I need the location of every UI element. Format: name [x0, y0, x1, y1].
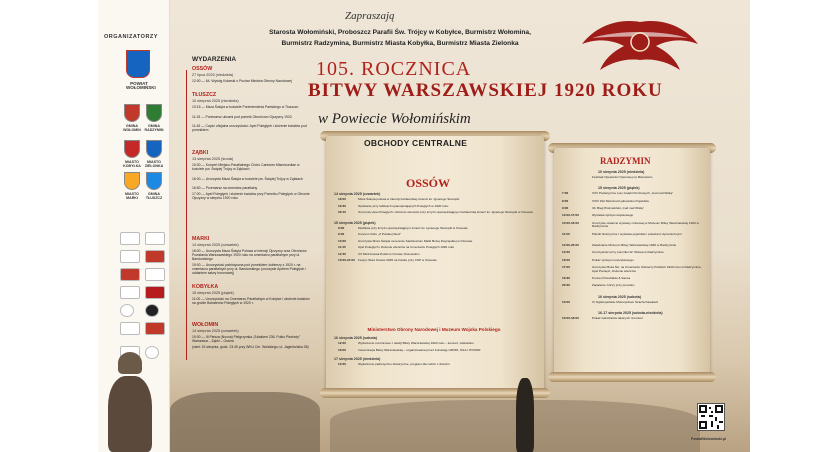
partner-logo — [145, 322, 165, 335]
crest-icon — [124, 172, 140, 190]
radzymin-item: Koncert Perebaldo & Sansa — [592, 276, 631, 280]
radzymin-time: 12:00-20:00 — [562, 242, 579, 247]
center-item: Apel Poległych i złożenie wieńców na Cmentarzu Poległych 1920 roku — [358, 245, 455, 249]
event-date: 13 sierpnia 2025 (środa) — [192, 157, 234, 161]
center-item: Uroczysty Apel Poległych i złożenie wieńców przy krzyżu upamiętniającym bohaterską śmierć ks. Ignacego Skorupki w Ossowie — [358, 210, 534, 214]
event-item: 11:15 — Przemarsz ulicami pod pomnik Obrońcom Ojczyzny 1920 — [192, 114, 292, 119]
radzymin-date: 16-17 sierpnia 2025 (sobota-niedziela) — [598, 310, 663, 315]
right-scroll-roll-bottom — [548, 372, 716, 382]
radzymin-heading: RADZYMIN — [600, 156, 651, 166]
center-time: 9:00 — [338, 225, 345, 230]
radzymin-item: Uroczysta Msza Św. na Cmentarzu Żołnierzy Polskich 1920 roku w Radzyminie; Apel Pamięci, złożenie wieńców — [592, 264, 702, 273]
radzymin-time: 19:30 — [562, 276, 570, 280]
title-battle: BITWY WARSZAWSKIEJ 1920 ROKU — [308, 80, 663, 101]
radzymin-item: Uroczyste otwarcie wystawy czasowej w Muzeum Bitwy Warszawskiej 1920 w Radzyminie — [592, 220, 699, 229]
radzymin-time: 10:00 — [562, 299, 570, 304]
center-item: Koncert chóru „Z Polskiej Sieci” — [358, 232, 402, 236]
partner-logo — [120, 232, 140, 245]
crest-label: GMINA WOŁOMIN — [123, 124, 141, 132]
crest-label: MIASTO ZIELONKA — [144, 160, 164, 168]
powiat-label: POWIAT WOŁOMIŃSKI — [126, 81, 156, 90]
partner-logo — [145, 250, 165, 263]
event-date: 15 sierpnia 2025 (piątek) — [192, 291, 234, 295]
event-date: 10 sierpnia 2025 (niedziela) — [192, 99, 239, 103]
radzymin-time: 20:30 — [562, 283, 570, 288]
intro-text: Zapraszają — [345, 10, 395, 22]
soldier-helmet — [118, 352, 142, 374]
radzymin-time: 9:00 — [562, 205, 569, 210]
radzymin-time: 8:00 — [562, 198, 569, 203]
qr-code-icon[interactable] — [697, 403, 725, 431]
ministry-item: Wydarzenie patriotyczno-historyczne, program dla rodzin z dziećmi — [358, 362, 450, 366]
right-scroll — [554, 148, 710, 378]
radzymin-time: 7:00 — [562, 191, 569, 196]
partner-logo — [120, 250, 140, 263]
ministry-item: Inscenizacja Bitwy Warszawskiej – organizowana przez Fundację GROM, SILA I HONOR — [358, 347, 481, 352]
organizers-line-1: Starosta Wołomiński, Proboszcz Parafii Św. Trójcy w Kobyłce, Burmistrz Wołomina, — [269, 29, 531, 36]
organizers-line-2: Burmistrz Radzymina, Burmistrz Miasta Kobyłka, Burmistrz Miasta Zielonka — [281, 40, 519, 47]
center-item: Msza Święta polowa w intencji bohaterskiej śmierci ks. Ignacego Skorupki — [358, 197, 460, 201]
crest-icon — [146, 140, 162, 158]
partner-logo — [145, 268, 165, 281]
event-town: ZĄBKI — [192, 150, 209, 156]
partner-logo — [120, 268, 140, 281]
radzymin-time: 10:00-17:00 — [562, 213, 579, 218]
radzymin-item: Zwiedzanie Muzeum Bitwy Warszawskiej 1920 w Radzyminie — [592, 242, 677, 247]
ministry-date: 16 sierpnia 2025 (sobota) — [334, 336, 377, 340]
radzymin-item: Wystawa sprzętu wojskowego — [592, 213, 634, 218]
partner-logo — [145, 232, 165, 245]
partner-logo — [120, 286, 140, 299]
radzymin-time: 10:00-16:00 — [562, 220, 579, 225]
event-item: (start: 15 sierpnia, godz. 23:45 przy WKU Cm. Wolskiego; ul. Jagiellońska 38) — [192, 344, 309, 349]
ministry-time: 16:00 — [338, 347, 346, 352]
event-town: KOBYŁKA — [192, 284, 219, 290]
partner-logo — [120, 322, 140, 335]
center-time: 10:00 — [338, 238, 346, 243]
organizers-text — [200, 27, 600, 49]
center-item: Modlitwa przy krzyżu upamiętniającym śmierć ks. Ignacego Skorupki w Ossowie — [358, 225, 468, 230]
title-county: w Powiecie Wołomińskim — [318, 111, 471, 127]
crest-label: MIASTO KOBYŁKA — [123, 160, 141, 168]
event-item: 11:45 — Część oficjalna uroczystości: Apel Poległych i złożenie kwiatów pod pomnikiem — [192, 124, 307, 133]
radzymin-item: Pokaz sprzętu motocyklowego — [592, 257, 634, 262]
event-date: 14 sierpnia 2025 (czwartek) — [192, 243, 239, 247]
battlefield-illustration — [330, 400, 700, 452]
ministry-heading: Ministerstwo Obrony Narodowej i Muzeum Wojska Polskiego — [367, 327, 501, 332]
crest-label: MIASTO MARKI — [125, 192, 139, 200]
cavalry-illustration — [170, 392, 320, 452]
partner-logo — [145, 346, 159, 359]
ossow-heading: OSSÓW — [406, 176, 451, 190]
center-item: Uroczysta Msza Święta na terenie Sanktuarium Matki Bożej Zwycięskiej w Ossowie — [358, 238, 473, 243]
event-town: OSSÓW — [192, 66, 213, 72]
organizers-title: ORGANIZATORZY — [104, 34, 158, 40]
center-item: XX Mistrzostwa Polski w Crossie Ossowskim — [358, 251, 420, 256]
center-time: 19:30 — [338, 203, 346, 208]
center-item: Spotkanie przy tablicach upamiętniających Poległych w 1920 roku — [358, 203, 449, 208]
center-date: 15 sierpnia 2025 (piątek) — [334, 220, 376, 225]
radzymin-date: 15 sierpnia 2025 (piątek) — [598, 186, 640, 191]
event-item: 12:00 — 64. Wyścig Kolarski o Puchar Ministra Obrony Narodowej — [192, 79, 292, 83]
radzymin-time: 12:00 — [562, 250, 570, 255]
event-item: 11:00 — Uroczystość na Cmentarzu Parafialnym w Kobyłce i złożenie kwiatów na grobie Bohaterów Poległych w 1920 r. — [192, 297, 310, 306]
radzymin-date: 16 sierpnia 2025 (sobota) — [598, 294, 641, 299]
center-time: 9:30 — [338, 232, 345, 236]
event-date: 27 lipca 2025 (niedziela) — [192, 73, 234, 77]
radzymin-time: 10:00-18:00 — [562, 315, 579, 320]
event-town: MARKI — [192, 236, 210, 242]
center-time: 11:45 — [338, 245, 346, 249]
center-time: 12:45 — [338, 251, 346, 256]
radzymin-item: 34. Bieg Piotrowiński „Cud nad Wisłą” — [592, 205, 644, 210]
crest-icon — [146, 104, 162, 122]
event-item: 10:15 — Msza Święta w kościele Przemienienia Pańskiego w Tłuszczu — [192, 105, 299, 109]
event-item: 19:00 — Uroczystość patriotyczna pod pomnikiem żołnierzy z 1920 r. na cmentarzu parafialnym przy ul. Bandurskiego (uroczyste Apelem Poległych i oddaniem salwy honorowej) — [192, 262, 307, 275]
partner-logo — [145, 286, 165, 299]
partner-logo — [120, 304, 134, 317]
eagle-emblem-icon — [578, 16, 702, 72]
crest-label: GMINA RADZYMIN — [144, 124, 164, 132]
soldier-illustration — [108, 376, 152, 452]
center-time: 13:00-21:00 — [338, 258, 355, 262]
crest-icon — [124, 140, 140, 158]
radzymin-item: Pokaz warsztatów dawnych rzemiosł — [592, 315, 643, 320]
crest-icon — [124, 104, 140, 122]
radzymin-date: 10 sierpnia 2025 (niedziela) — [598, 170, 645, 174]
radzymin-item: XXV Patriotyczne Loty Gołębi Pocztowych „Cud nad Wisłą” — [592, 191, 673, 196]
event-item: 16:50 — Przemarsz na cmentarz parafialny — [192, 186, 258, 191]
radzymin-item: Zapalenie zniczy przy pomniku — [592, 283, 635, 288]
event-town: WOŁOMIN — [192, 322, 219, 328]
radzymin-item: Pikniki historyczne i wystawa pojazdów i pokazami dynamicznymi — [592, 231, 682, 236]
partner-logo — [145, 304, 159, 317]
event-item: 18:00 — Uroczysta Msza Święta Polowa w intencji Ojczyzny oraz Obrońców Powstania Warszawskiego 1920 roku na cmentarzu parafialnym przy ul. Bandurskiego — [192, 249, 307, 262]
ministry-date: 17 sierpnia 2025 (niedziela) — [334, 357, 381, 361]
radzymin-item: Festiwal Opowieści Operowej na Mazowszu — [592, 175, 653, 179]
ministry-time: 12:00 — [338, 341, 346, 345]
radzymin-time: 16:00 — [562, 257, 570, 262]
event-item: 17:00 — Apel Poległych i złożenie kwiatów przy Pomniku Poległych w Obronie Ojczyzny w sierpniu 1920 roku — [192, 191, 310, 200]
radzymin-item: Uroczystości przy pomniku W. Witosa w Radzyminie — [592, 250, 664, 255]
center-item: Festyn Wieś Ossów 2025 na boisku przy CSP w Ossowie — [358, 258, 437, 262]
center-date: 14 sierpnia 2025 (czwartek) — [334, 192, 381, 196]
event-town: TŁUSZCZ — [192, 92, 217, 98]
timeline-line — [186, 70, 187, 360]
center-time: 18:00 — [338, 197, 346, 201]
crest-label: GMINA TŁUSZCZ — [145, 192, 163, 200]
ministry-item: Wydarzenie rocznicowe z okazji Bitwy Warszawskiej 1920 roku – koncert, widowisko — [358, 341, 474, 345]
title-anniversary: 105. ROCZNICA — [316, 58, 472, 80]
radzymin-time: 17:00 — [562, 264, 570, 269]
event-item: 16:00 — Uroczysta Msza Święta w kościele pw. Świętej Trójcy w Ząbkach — [192, 176, 303, 181]
central-banner: OBCHODY CENTRALNE — [364, 138, 468, 148]
event-item: 19:00 — III Piesza (Nocna) Pielgrzymka „Szlakiem 236. Pułku Piechoty” Warszawa – Ząbki – Ossów — [192, 335, 300, 344]
radzymin-item: XXIV Zlot MotoCud Ljubowisko Pojazdów — [592, 198, 649, 203]
events-title: WYDARZENIA — [192, 56, 237, 63]
qr-label[interactable]: PowiatWolominski.pl — [691, 437, 726, 441]
event-item: 15:30 — Koncert Miejsko-Parafialnego Chóru Cantores Misericordiae w kościele pw. Świętej Trójcy w Ząbkach — [192, 163, 300, 172]
event-date: 14 sierpnia 2025 (czwartek) — [192, 329, 239, 333]
radzymin-time: 11:00 — [562, 231, 570, 236]
center-time: 20:15 — [338, 210, 346, 214]
priest-illustration — [516, 378, 534, 452]
ministry-time: 12:00 — [338, 362, 346, 366]
center-scroll — [326, 136, 544, 392]
crest-icon — [146, 172, 162, 190]
powiat-crest-icon — [126, 50, 150, 78]
radzymin-item: VI Ogólnopolskie Motocyklowe Szarża Kawalerii — [592, 299, 659, 304]
